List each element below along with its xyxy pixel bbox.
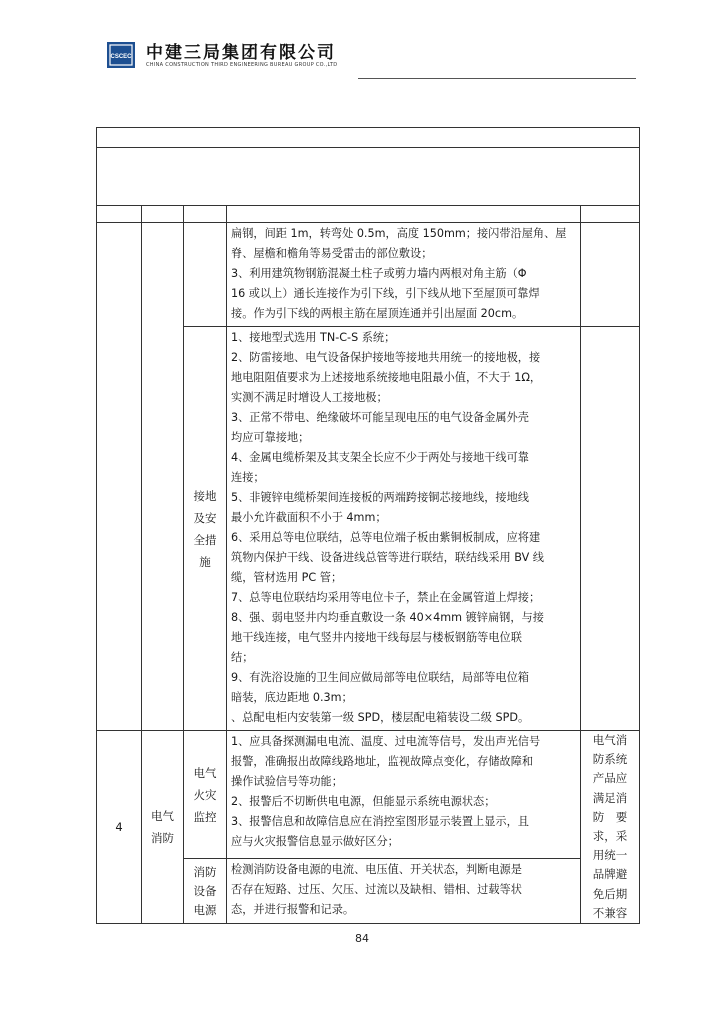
title-cell: [97, 148, 640, 206]
header-cell: [97, 128, 640, 148]
note-line: 用统一: [592, 848, 628, 863]
subcategory-line: 消防: [193, 864, 217, 879]
subcategory-line: 设备: [193, 883, 217, 898]
subcategory-line: 接地: [193, 488, 217, 503]
note-line: 满足消: [592, 790, 628, 805]
content-line: 6、采用总等电位联结，总等电位端子板由紫铜板制成，应将建: [231, 531, 541, 544]
content-cell: [227, 223, 581, 327]
company-logo-icon: [107, 42, 135, 68]
note-line: 防 要: [592, 809, 628, 824]
content-cell: [227, 859, 581, 924]
note-line: 求，采: [592, 829, 628, 844]
page-header: [0, 0, 724, 80]
company-name: 中建三局集团有限公司: [146, 43, 336, 63]
content-line: 连接；: [231, 471, 265, 484]
subcategory-cell: [184, 731, 227, 859]
content-line: 9、有洗浴设施的卫生间应做局部等电位联结，局部等电位箱: [231, 671, 529, 684]
content-line: 2、防雷接地、电气设备保护接地等接地共用统一的接地极，接: [231, 351, 541, 364]
number-cell: 4: [97, 731, 142, 924]
page-number: 84: [355, 932, 369, 945]
content-line: 1、应具备探测漏电电流、温度、过电流等信号，发出声光信号: [231, 735, 541, 748]
column-header-cell: [184, 206, 227, 223]
table-title-row: [97, 148, 640, 206]
category-cell: [142, 223, 184, 731]
content-line: 报警，准确报出故障线路地址，监视故障点变化，存储故障和: [231, 755, 534, 768]
number-cell: [97, 223, 142, 731]
content-line: 实测不满足时增设人工接地极；: [231, 391, 388, 404]
table-column-row: [97, 206, 640, 223]
note-line: 不兼容: [592, 905, 628, 920]
content-line: 4、金属电缆桥架及其支架全长应不少于两处与接地干线可靠: [231, 451, 529, 464]
content-cell: [227, 731, 581, 859]
column-header-cell: [581, 206, 640, 223]
content-line: 、总配电柜内安装第一级 SPD，楼层配电箱装设二级 SPD。: [231, 711, 530, 724]
subcategory-line: 火灾: [193, 787, 217, 802]
content-line: 3、利用建筑物钢筋混凝土柱子或剪力墙内两根对角主筋（Φ: [231, 267, 527, 280]
table-row: [97, 223, 640, 327]
category-line: 消防: [151, 831, 174, 846]
column-header-cell: [142, 206, 184, 223]
logo-text: CSCEC: [110, 54, 132, 60]
content-line: 均应可靠接地；: [231, 431, 310, 444]
column-header-cell: [227, 206, 581, 223]
category-line: 电气: [151, 809, 174, 824]
note-line: 电气消: [592, 733, 628, 747]
note-cell: [581, 223, 640, 327]
content-line: 扁钢，间距 1m，转弯处 0.5m，高度 150mm；接闪带沿屋角、屋: [231, 227, 567, 240]
subcategory-line: 全措: [193, 532, 217, 547]
subcategory-line: 电源: [193, 902, 217, 917]
subcategory-cell: [184, 327, 227, 731]
header-divider: [358, 78, 636, 79]
subcategory-line: 施: [199, 554, 211, 569]
category-cell: [142, 731, 184, 924]
table-header-row: [97, 128, 640, 148]
content-cell: [227, 327, 581, 731]
subcategory-line: 电气: [193, 765, 217, 780]
content-line: 16 或以上）通长连接作为引下线，引下线从地下至屋顶可靠焊: [231, 287, 540, 300]
content-line: 否存在短路、过压、欠压、过流以及缺相、错相、过载等状: [231, 883, 522, 897]
column-header-cell: [97, 206, 142, 223]
content-line: 接。作为引下线的两根主筋在屋顶连通并引出屋面 20cm。: [231, 307, 524, 320]
subcategory-cell: [184, 223, 227, 327]
note-cell: [581, 731, 640, 924]
content-line: 结；: [231, 651, 254, 664]
subcategory-line: 及安: [193, 510, 217, 525]
content-line: 5、非镀锌电缆桥架间连接板的两端跨接铜芯接地线，接地线: [231, 491, 529, 504]
content-line: 检测消防设备电源的电流、电压值、开关状态，判断电源是: [231, 863, 522, 877]
content-line: 7、总等电位联结均采用等电位卡子，禁止在金属管道上焊接；: [231, 591, 541, 604]
content-line: 3、正常不带电、绝缘破坏可能呈现电压的电气设备金属外壳: [231, 411, 529, 424]
content-line: 缆，管材选用 PC 管；: [231, 571, 343, 584]
note-line: 产品应: [592, 771, 628, 786]
content-line: 操作试验信号等功能；: [231, 775, 343, 788]
content-line: 筑物内保护干线、设备进线总管等进行联结，联结线采用 BV 线: [231, 551, 544, 564]
content-line: 1、接地型式选用 TN-C-S 系统；: [231, 331, 396, 344]
content-line: 暗装，底边距地 0.3m；: [231, 691, 353, 704]
content-line: 最小允许截面积不小于 4mm；: [231, 511, 387, 524]
content-line: 应与火灾报警信息显示做好区分；: [231, 835, 399, 848]
subcategory-line: 监控: [193, 809, 217, 824]
content-line: 态，并进行报警和记录。: [231, 903, 355, 917]
content-line: 8、强、弱电竖井内均垂直敷设一条 40×4mm 镀锌扁钢，与接: [231, 611, 544, 624]
content-line: 脊、屋檐和檐角等易受雷击的部位敷设；: [231, 247, 433, 260]
note-line: 防系统: [592, 752, 628, 767]
content-line: 2、报警后不切断供电电源，但能显示系统电源状态；: [231, 795, 496, 808]
content-line: 地干线连接，电气竖井内接地干线每层与楼板钢筋等电位联: [231, 631, 522, 644]
company-name-en: CHINA CONSTRUCTION THIRD ENGINEERING BUREAU GROUP CO.,LTD: [146, 62, 338, 68]
content-table: [96, 127, 640, 924]
note-line: 免后期: [592, 886, 628, 901]
table-row: [97, 731, 640, 859]
note-cell: [581, 327, 640, 731]
subcategory-cell: [184, 859, 227, 924]
content-line: 地电阻阻值要求为上述接地系统接地电阻最小值，不大于 1Ω，: [231, 371, 542, 384]
note-line: 品牌避: [592, 867, 628, 882]
content-line: 3、报警信息和故障信息应在消控室图形显示装置上显示，且: [231, 815, 529, 828]
